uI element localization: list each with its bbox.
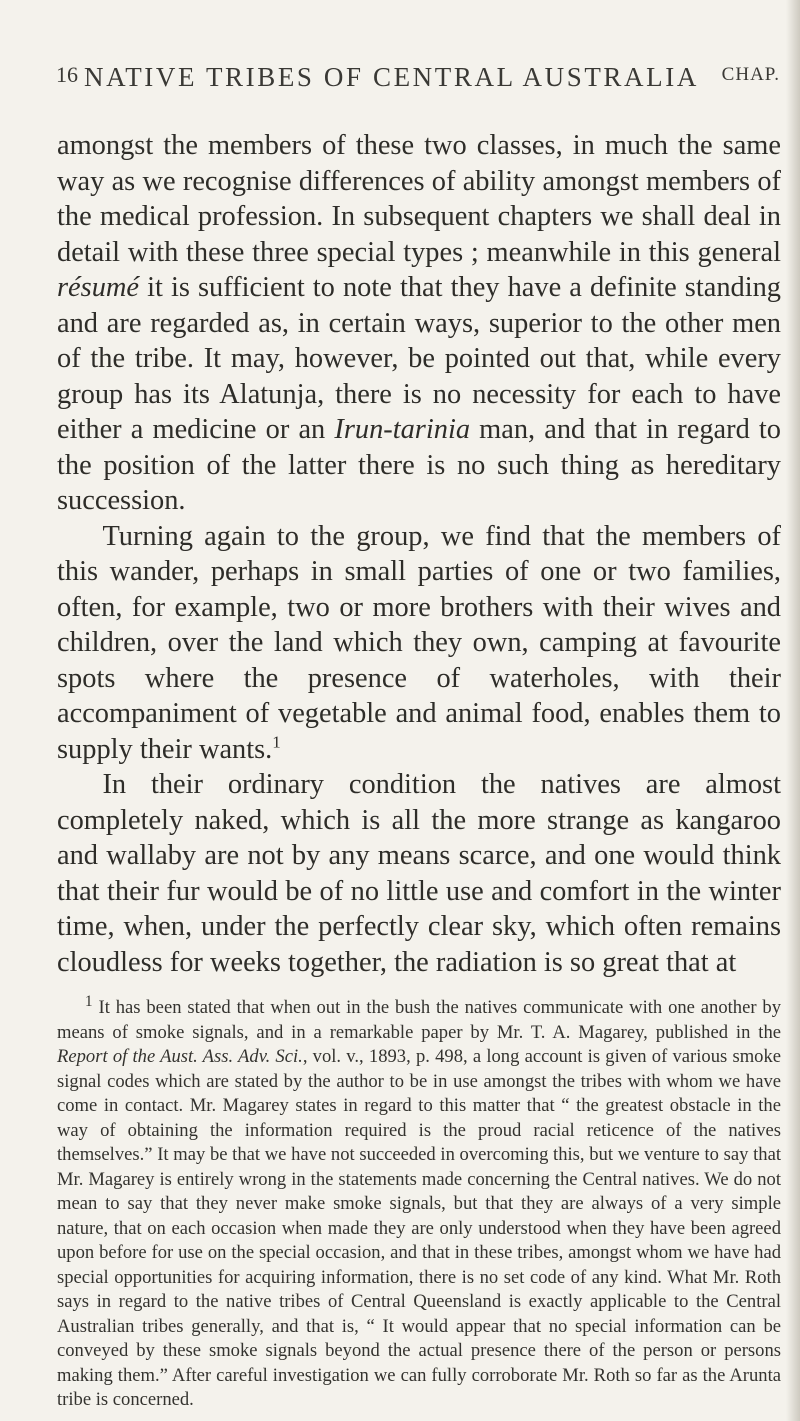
- paragraph-3: [57, 767, 781, 980]
- paragraph-text: In their ordinary condition the natives are almost completely naked, which is all the more strange as kangaroo and wallaby are not by any means scarce, and one would think that their fur would be of no little use and comfort in the winter time, when, under the perfectly clear sky, which often remains cloudless for weeks together, the radiation is so great that at: [57, 769, 781, 978]
- main-text: [57, 128, 781, 980]
- footnote-1: [57, 990, 781, 1413]
- paragraph-2: [57, 519, 781, 768]
- italic-term: Irun-tarinia: [334, 414, 471, 445]
- footnote-reference: 1: [272, 732, 281, 752]
- page-number: 16: [56, 62, 78, 87]
- paragraph-text: it is sufficient to note that they have a definite standing and are regarded as, in certain ways, superior to the other men of the tribe. It may, however, be pointed out that, while every group has its Alatunja, there is no necessity for each to have either a medicine or an: [57, 272, 781, 445]
- paragraph-1: [57, 128, 781, 519]
- chapter-label: CHAP.: [721, 64, 780, 85]
- running-title: NATIVE TRIBES OF CENTRAL AUSTRALIA: [84, 62, 699, 92]
- footnote-mark: 1: [84, 993, 93, 1010]
- paragraph-text: Turning again to the group, we find that the members of this wander, perhaps in small parties of one or two families, often, for example, two or more brothers with their wives and children, over the land which they own, camping at favourite spots where the presence of waterholes, with their accompaniment of vegetable and animal food, enables them to supply their wants.: [57, 520, 781, 765]
- italic-term: résumé: [57, 272, 139, 303]
- page-edge-shadow: [786, 0, 800, 1421]
- paragraph-text: man, and that in regard to the position of the latter there is no such thing as hereditary succession.: [57, 414, 782, 516]
- italic-citation: Report of the Aust. Ass. Adv. Sci.: [57, 1046, 303, 1068]
- footnote-section: [57, 990, 781, 1413]
- paragraph-text: amongst the members of these two classes, in much the same way as we recognise differences of ability amongst members of the medical profession. In subsequent chapters we shall deal in detail with these three special types ; meanwhile in this general: [57, 130, 781, 268]
- footnote-text: It has been stated that when out in the bush the natives communicate with one another by means of smoke signals, and in a remarkable paper by Mr. T. A. Magarey, published in the: [57, 997, 781, 1043]
- running-header: [56, 62, 780, 98]
- footnote-text: , vol. v., 1893, p. 498, a long account is given of various smoke signal codes which are stated by the author to be in use amongst the tribes with whom we have come in contact. Mr. Magarey states in regard to this matter that “ the greatest obstacle in the way of obtaining the information required is the proud racial reticence of the natives themselves.” It may be that we have not succeeded in overcoming this, but we venture to say that Mr. Magarey is entirely wrong in the statements made concerning the Central natives. We do not mean to say that they never make smoke signals, but that they are always of a very simple nature, that on each occasion when made they are only understood when they have been agreed upon before for use on the special occasion, and that in these tribes, amongst whom we have had special opportunities for acquiring information, there is no set code of any kind. What Mr. Roth says in regard to the native tribes of Central Queensland is exactly applicable to the Central Australian tribes generally, and that is, “ It would appear that no special information can be conveyed by these smoke signals beyond the actual presence there of the person or persons making them.” After careful investigation we can fully corroborate Mr. Roth so far as the Arunta tribe is concerned.: [57, 1046, 781, 1411]
